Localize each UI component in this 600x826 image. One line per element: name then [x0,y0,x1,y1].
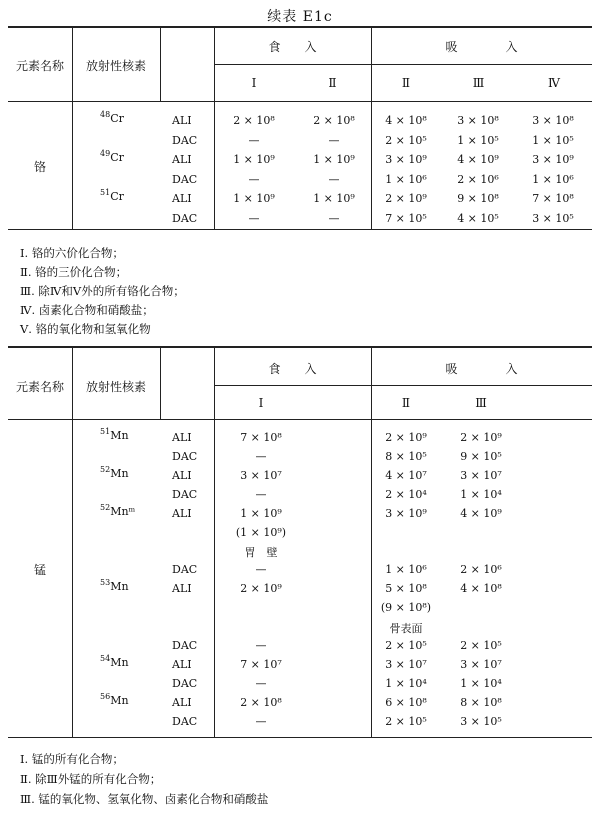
value-cell: — [328,133,340,147]
value-cell: 4 × 10⁹ [460,506,502,520]
value-cell: 2 × 10⁵ [385,714,427,728]
element-label: 铬 [33,160,46,174]
subheader: Ⅲ [475,396,487,410]
value-cell: 7 × 10⁸ [532,192,574,205]
value-cell: 2 × 10⁶ [460,563,502,577]
nuclide-label [100,691,129,707]
footnote: Ⅴ. 铬的氧化物和氢氧化物 [20,322,151,336]
limit-type: DAC [172,449,198,463]
page-title: 续表 E1c [267,9,333,25]
value-cell: 3 × 10⁸ [457,114,499,127]
nuclide-mass: 52 [100,464,111,474]
element-label: 锰 [33,563,46,577]
subheader: Ⅲ [472,76,485,90]
nuclide-symbol: Cr [110,112,124,125]
nuclide-symbol: Cr [110,151,124,164]
value-cell: — [248,211,260,225]
value-cell: 1 × 10⁹ [240,506,282,520]
nuclide-mass: 56 [100,691,111,701]
limit-type: DAC [172,714,198,728]
nuclide-symbol: Mn [110,429,129,442]
header-nuclide: 放射性核素 [85,380,146,394]
subheader: Ⅱ [401,396,411,410]
header-inhalation: 吸 入 [445,362,518,376]
value-cell: 3 × 10⁵ [460,714,502,728]
value-cell: 5 × 10⁸ [385,582,427,596]
value-cell: (9 × 10⁸) [380,601,432,615]
limit-type: DAC [172,563,198,577]
footnote: Ⅰ. 锰的所有化合物； [20,752,124,766]
header-element-name: 元素名称 [15,380,64,394]
limit-type: ALI [172,657,192,671]
value-cell: 6 × 10⁸ [385,695,427,709]
limit-type: ALI [172,506,192,520]
value-cell: 3 × 10⁷ [385,657,427,671]
header-nuclide: 放射性核素 [85,59,146,73]
value-cell: 3 × 10⁹ [385,506,427,520]
value-cell: — [255,563,267,577]
value-cell: 1 × 10⁶ [385,563,427,577]
value-cell: — [255,487,267,501]
value-cell: 2 × 10⁵ [385,133,427,147]
nuclide-symbol: Mn [110,655,129,669]
value-cell: 1 × 10⁵ [457,133,499,147]
value-cell: 8 × 10⁵ [385,449,427,463]
nuclide-mass: 51 [100,188,111,197]
nuclide-label [100,464,129,480]
value-cell: — [255,676,267,690]
nuclide-label [100,151,124,164]
limit-type: ALI [172,192,192,205]
value-cell: 8 × 10⁸ [460,695,502,709]
limit-type: DAC [172,638,198,652]
value-cell: 2 × 10⁴ [385,487,427,501]
value-cell: 2 × 10⁹ [385,431,427,444]
subheader: Ⅱ [401,76,411,90]
value-cell: — [255,449,267,463]
value-cell: 3 × 10⁹ [532,153,574,166]
nuclide-label [100,112,124,125]
nuclide-mass: 54 [100,653,111,663]
nuclide-mass: 49 [100,149,111,158]
value-cell: 4 × 10⁵ [457,211,499,225]
nuclide-mass: 53 [100,578,111,588]
value-cell: — [255,638,267,652]
value-cell: 胃 壁 [244,546,278,560]
value-cell: 1 × 10⁵ [532,133,574,147]
limit-type: ALI [172,582,192,596]
nuclide-symbol: Mn [110,693,129,707]
value-cell: 7 × 10⁸ [240,431,282,444]
value-cell: 7 × 10⁷ [240,657,282,671]
limit-type: ALI [172,695,192,709]
value-cell: 2 × 10⁸ [240,695,282,709]
value-cell: 1 × 10⁹ [313,192,355,205]
value-cell: 2 × 10⁸ [233,114,275,127]
subheader: Ⅰ [251,76,257,90]
nuclide-label [100,502,136,518]
value-cell: — [255,714,267,728]
limit-type: ALI [172,153,192,166]
value-cell: 3 × 10⁸ [532,114,574,127]
subheader: Ⅳ [548,76,560,90]
nuclide-label [100,653,129,669]
nuclide-mass: 52 [100,502,111,512]
footnote: Ⅱ. 除Ⅲ外锰的所有化合物； [20,772,162,786]
footnote: Ⅰ. 铬的六价化合物； [20,246,124,260]
value-cell: 1 × 10⁹ [233,153,275,166]
value-cell: 骨表面 [389,622,423,635]
header-element-name: 元素名称 [15,59,64,73]
value-cell: 4 × 10⁸ [460,582,502,596]
nuclide-symbol: Mn [110,580,129,594]
subheader: Ⅰ [258,396,264,410]
value-cell: 2 × 10⁵ [460,638,502,652]
value-cell: 3 × 10⁷ [460,657,502,671]
footnote: Ⅳ. 卤素化合物和硝酸盐； [20,303,154,317]
value-cell: — [248,172,260,186]
value-cell: 3 × 10⁷ [460,468,502,482]
limit-type: DAC [172,211,198,225]
value-cell: 7 × 10⁵ [385,211,427,225]
limit-type: DAC [172,487,198,501]
nuclide-label [100,429,129,442]
value-cell: 4 × 10⁷ [385,468,427,482]
nuclide-label [100,190,124,203]
value-cell: 2 × 10⁸ [313,114,355,127]
limit-type: DAC [172,172,198,186]
value-cell: — [328,172,340,186]
value-cell: (1 × 10⁹) [235,525,287,539]
nuclide-symbol: Cr [110,190,124,203]
nuclide-symbol: Mn [110,466,129,480]
subheader: Ⅱ [328,76,337,90]
value-cell: 1 × 10⁹ [313,153,355,166]
value-cell: 2 × 10⁵ [385,638,427,652]
value-cell: 1 × 10⁴ [385,676,427,690]
value-cell: — [248,133,260,147]
limit-type: ALI [172,114,192,127]
value-cell: 1 × 10⁴ [460,487,502,501]
limit-type: ALI [172,468,192,482]
value-cell: 2 × 10⁹ [385,192,427,205]
footnote: Ⅲ. 除Ⅳ和Ⅴ外的所有铬化合物； [20,284,185,298]
header-ingestion: 食 入 [268,40,317,54]
value-cell: 1 × 10⁶ [385,172,427,186]
limit-type: DAC [172,676,198,690]
value-cell: 1 × 10⁶ [532,172,574,186]
value-cell: 9 × 10⁸ [457,192,499,205]
nuclide-mass: 48 [100,110,111,119]
value-cell: 3 × 10⁵ [532,211,574,225]
limit-type: ALI [172,431,192,444]
value-cell: 3 × 10⁷ [240,468,282,482]
value-cell: 4 × 10⁸ [385,114,427,127]
value-cell: 9 × 10⁵ [460,449,502,463]
value-cell: 2 × 10⁹ [240,582,282,596]
value-cell: 4 × 10⁹ [457,153,499,166]
limit-type: DAC [172,133,198,147]
value-cell: 1 × 10⁹ [233,192,275,205]
value-cell: 2 × 10⁹ [460,431,502,444]
value-cell: 1 × 10⁴ [460,676,502,690]
nuclide-mass: 51 [100,427,111,436]
nuclide-label [100,580,129,593]
header-inhalation: 吸 入 [445,40,518,54]
nuclide-symbol: Mnᵐ [110,504,136,518]
value-cell: 3 × 10⁹ [385,153,427,166]
header-ingestion: 食 入 [268,362,317,376]
footnote: Ⅲ. 锰的氧化物、氢氧化物、卤素化合物和硝酸盐 [20,792,269,806]
value-cell: 2 × 10⁶ [457,172,499,186]
value-cell: — [328,211,340,225]
footnote: Ⅱ. 铬的三价化合物； [20,265,128,279]
